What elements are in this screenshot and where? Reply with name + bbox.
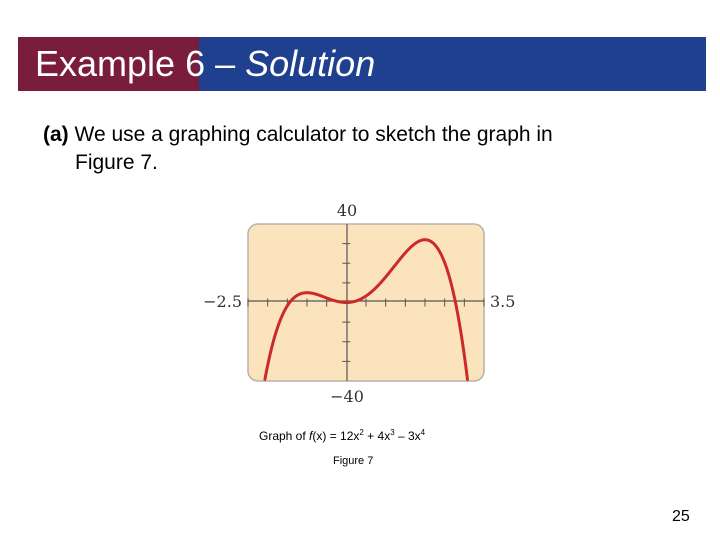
x-max-tick-label: 3.5: [490, 292, 516, 311]
caption-mid-2: + 4x: [363, 429, 391, 443]
body-label: (a): [43, 123, 69, 146]
body-line-1: We use a graphing calculator to sketch the graph in: [68, 123, 553, 146]
y-min-tick-label: −40: [330, 387, 364, 406]
body-line-2: Figure 7.: [75, 151, 158, 174]
caption-exp-1: 2: [359, 428, 364, 437]
y-max-tick-label: 40: [336, 201, 358, 220]
body-paragraph: [43, 121, 683, 177]
figure-label: Figure 7: [333, 455, 374, 467]
title-bar: [18, 37, 706, 91]
page-number: 25: [672, 508, 690, 525]
caption-f: f: [309, 429, 313, 443]
caption-prefix: Graph of: [259, 429, 310, 443]
figure-caption: [259, 429, 425, 443]
caption-mid-3: – 3x: [394, 429, 421, 443]
title-italic: Solution: [245, 43, 376, 84]
caption-exp-2: 3: [390, 428, 395, 437]
caption-exp-3: 4: [420, 428, 426, 437]
caption-mid: (x) = 12x: [312, 429, 360, 443]
slide-title: [35, 43, 375, 85]
title-main: Example 6 –: [35, 43, 246, 84]
x-min-tick-label: −2.5: [203, 292, 242, 311]
function-graph: [190, 195, 530, 415]
